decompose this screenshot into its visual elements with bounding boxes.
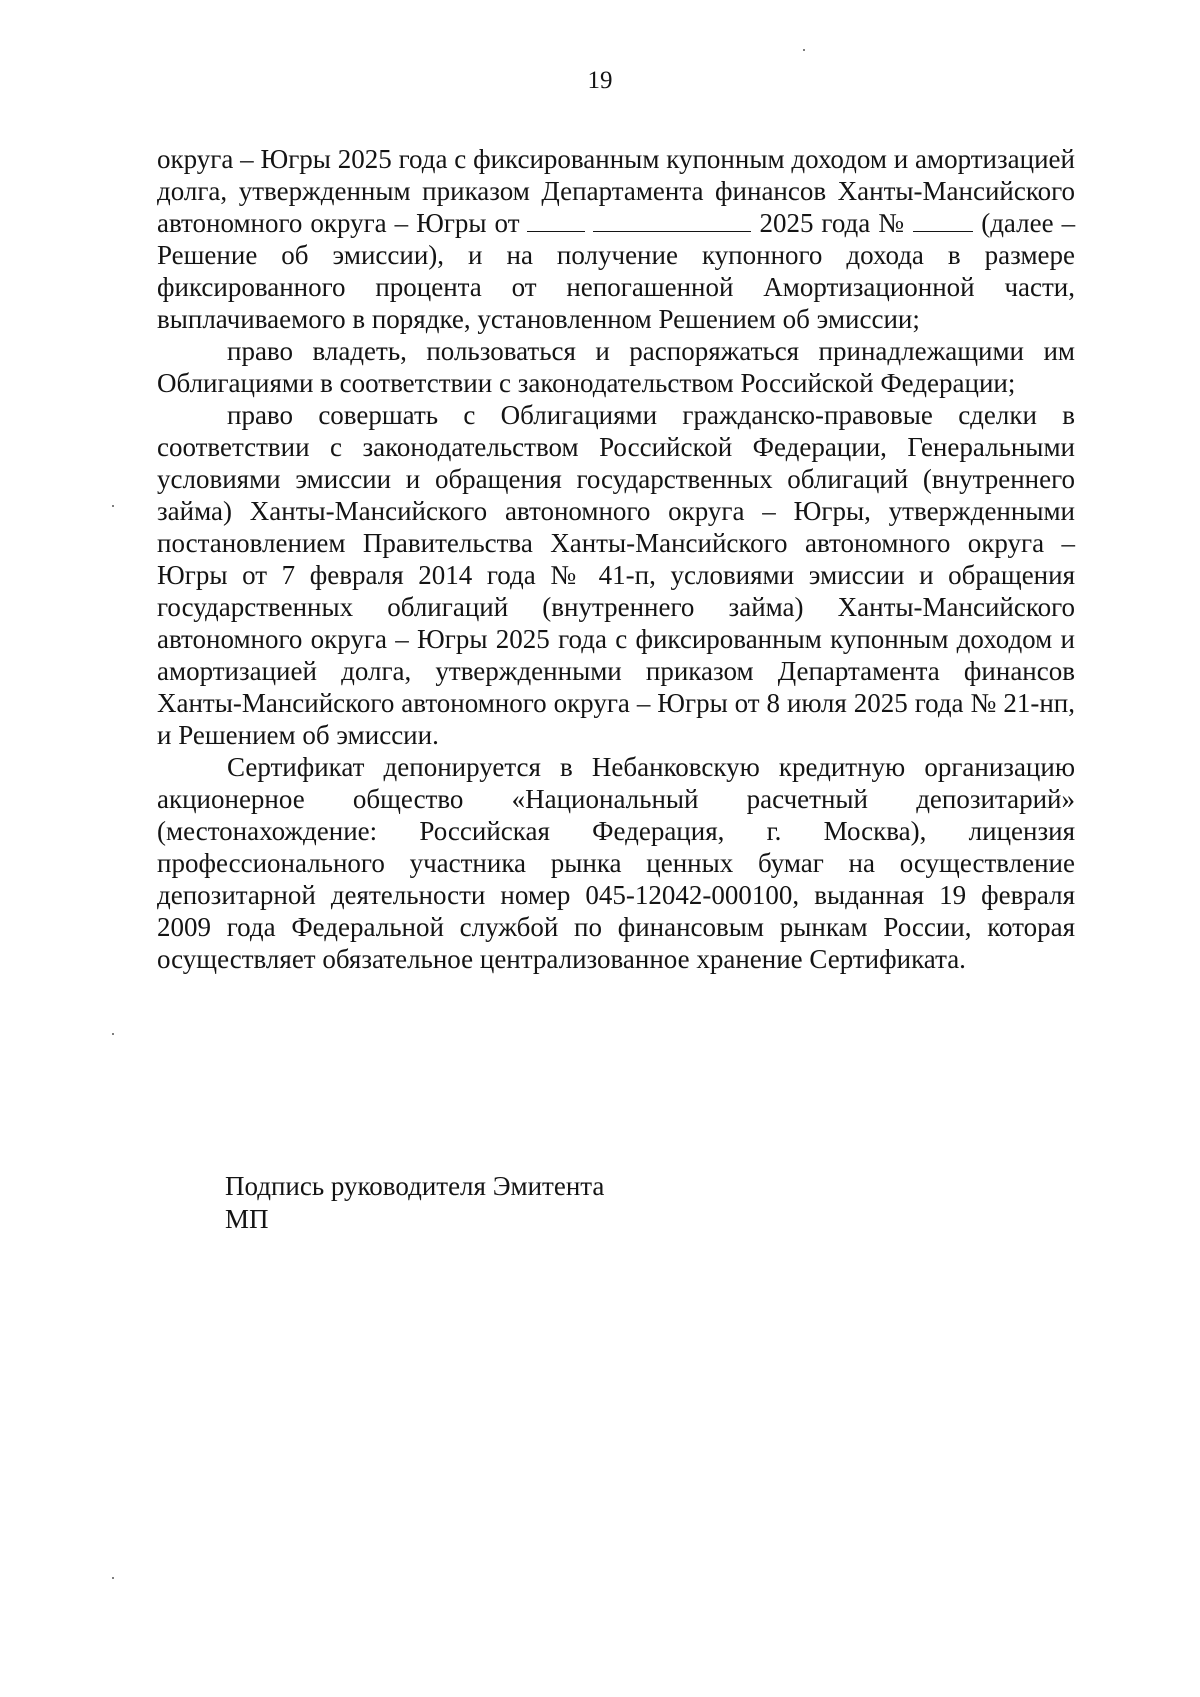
document-body xyxy=(157,143,1075,975)
page-number: 19 xyxy=(587,67,613,94)
paragraph-text: 2025 года № xyxy=(759,208,906,238)
signature-label: Подпись руководителя Эмитента xyxy=(225,1171,605,1201)
paragraph-rights-transactions: право совершать с Облигациями гражданско-правовые сделки в соответствии с законодательством Российской Федерации, Генеральными условиями эмиссии и обращения государственных облигаций (внутреннего займа) Ханты-Мансийского автономного округа – Югры, утвержденными постановлением Правительства Ханты-Мансийского автономного округа – Югры от 7 февраля 2014 года № 41-п, условиями эмиссии и обращения государственных облигаций (внутреннего займа) Ханты-Мансийского автономного округа – Югры 2025 года с фиксированным купонным доходом и амортизацией долга, утвержденными приказом Департамента финансов Ханты-Мансийского автономного округа – Югры от 8 июля 2025 года № 21-нп, и Решением об эмиссии. xyxy=(157,400,1075,750)
scan-speck xyxy=(112,1033,114,1035)
scan-speck xyxy=(112,1577,114,1579)
paragraph-depository: Сертификат депонируется в Небанковскую кредитную организацию акционерное общество «Национальный расчетный депозитарий» (местонахождение: Российская Федерация, г. Москва), лицензия профессионального участника рынка ценных бумаг на осуществление депозитарной деятельности номер 045-12042-000100, выданная 19 февраля 2009 года Федеральной службой по финансовым рынкам России, которая осуществляет обязательное централизованное хранение Сертификата. xyxy=(157,752,1075,974)
signature-block xyxy=(225,1170,604,1236)
scan-speck xyxy=(803,49,805,51)
scan-speck xyxy=(112,505,114,507)
blank-day-field xyxy=(527,209,585,232)
paragraph-text: округа – Югры 2025 года с фиксированным купонным доходом и амортизацией долга, утвержденным приказом Департамента финансов Ханты-Мансийского автономного округа – Югры от xyxy=(157,144,1075,238)
blank-month-field xyxy=(593,209,751,232)
blank-number-field xyxy=(913,209,973,232)
paragraph-rights-ownership: право владеть, пользоваться и распоряжаться принадлежащими им Облигациями в соответствии с законодательством Российской Федерации; xyxy=(157,336,1075,398)
paragraph-text: (далее – Решение об эмиссии), и на получение купонного дохода в размере фиксированного процента от непогашенной Амортизационной части, выплачиваемого в порядке, установленном Решением об эмиссии; xyxy=(157,208,1076,334)
seal-label: МП xyxy=(225,1204,269,1234)
paragraph-rights-coupon xyxy=(157,143,1075,335)
